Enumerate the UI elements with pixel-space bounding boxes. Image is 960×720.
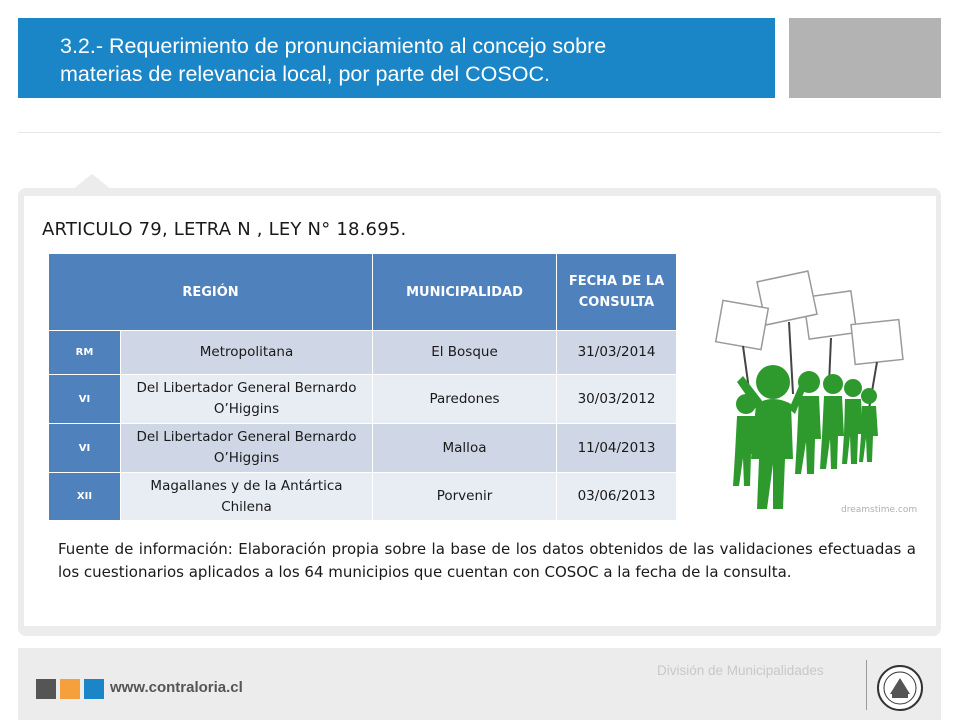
region-name: Del Libertador General Bernardo O’Higgins — [121, 375, 373, 424]
slide-title-line-2: materias de relevancia local, por parte del COSOC. — [60, 62, 550, 86]
table-header-row — [49, 254, 677, 331]
consultation-table — [48, 253, 677, 521]
table-row — [49, 331, 677, 375]
header-municipality: MUNICIPALIDAD — [373, 254, 557, 331]
consultation-date: 31/03/2014 — [557, 331, 677, 375]
protest-figures-svg — [701, 264, 926, 519]
source-note: Fuente de información: Elaboración propia sobre la base de los datos obtenidos de las validaciones efectuadas a los cuestionarios aplicados a los 64 municipios que cuentan con COSOC a la fecha de la consulta. — [58, 540, 916, 581]
header-region: REGIÓN — [49, 254, 373, 331]
region-code: VI — [49, 424, 121, 473]
footer-square-blue — [84, 679, 104, 699]
region-code: VI — [49, 375, 121, 424]
table-row — [49, 375, 677, 424]
article-heading: ARTICULO 79, LETRA N , LEY N° 18.695. — [42, 219, 407, 240]
footer-url-link[interactable]: www.contraloria.cl — [110, 679, 243, 696]
footer-division-label: División de Municipalidades — [657, 663, 824, 678]
protest-figures-illustration — [701, 264, 926, 519]
municipality-name: Paredones — [373, 375, 557, 424]
table-row — [49, 473, 677, 521]
municipality-name: Porvenir — [373, 473, 557, 521]
region-code: RM — [49, 331, 121, 375]
contraloria-seal-icon — [876, 664, 924, 712]
consultation-date: 11/04/2013 — [557, 424, 677, 473]
slide-title — [60, 32, 760, 88]
header-date: FECHA DE LA CONSULTA — [557, 254, 677, 331]
consultation-date: 03/06/2013 — [557, 473, 677, 521]
footer-square-orange — [60, 679, 80, 699]
footer-square-gray — [36, 679, 56, 699]
header-gray-block — [789, 18, 941, 98]
region-name: Magallanes y de la Antártica Chilena — [121, 473, 373, 521]
municipality-name: Malloa — [373, 424, 557, 473]
header-divider — [18, 132, 941, 133]
region-name: Metropolitana — [121, 331, 373, 375]
table-row — [49, 424, 677, 473]
municipality-name: El Bosque — [373, 331, 557, 375]
slide-title-line-1: 3.2.- Requerimiento de pronunciamiento al concejo sobre — [60, 34, 607, 58]
panel-pointer — [72, 174, 112, 190]
footer-separator — [866, 660, 867, 710]
region-code: XII — [49, 473, 121, 521]
consultation-date: 30/03/2012 — [557, 375, 677, 424]
illustration-watermark: dreamstime.com — [841, 505, 918, 515]
region-name: Del Libertador General Bernardo O’Higgins — [121, 424, 373, 473]
